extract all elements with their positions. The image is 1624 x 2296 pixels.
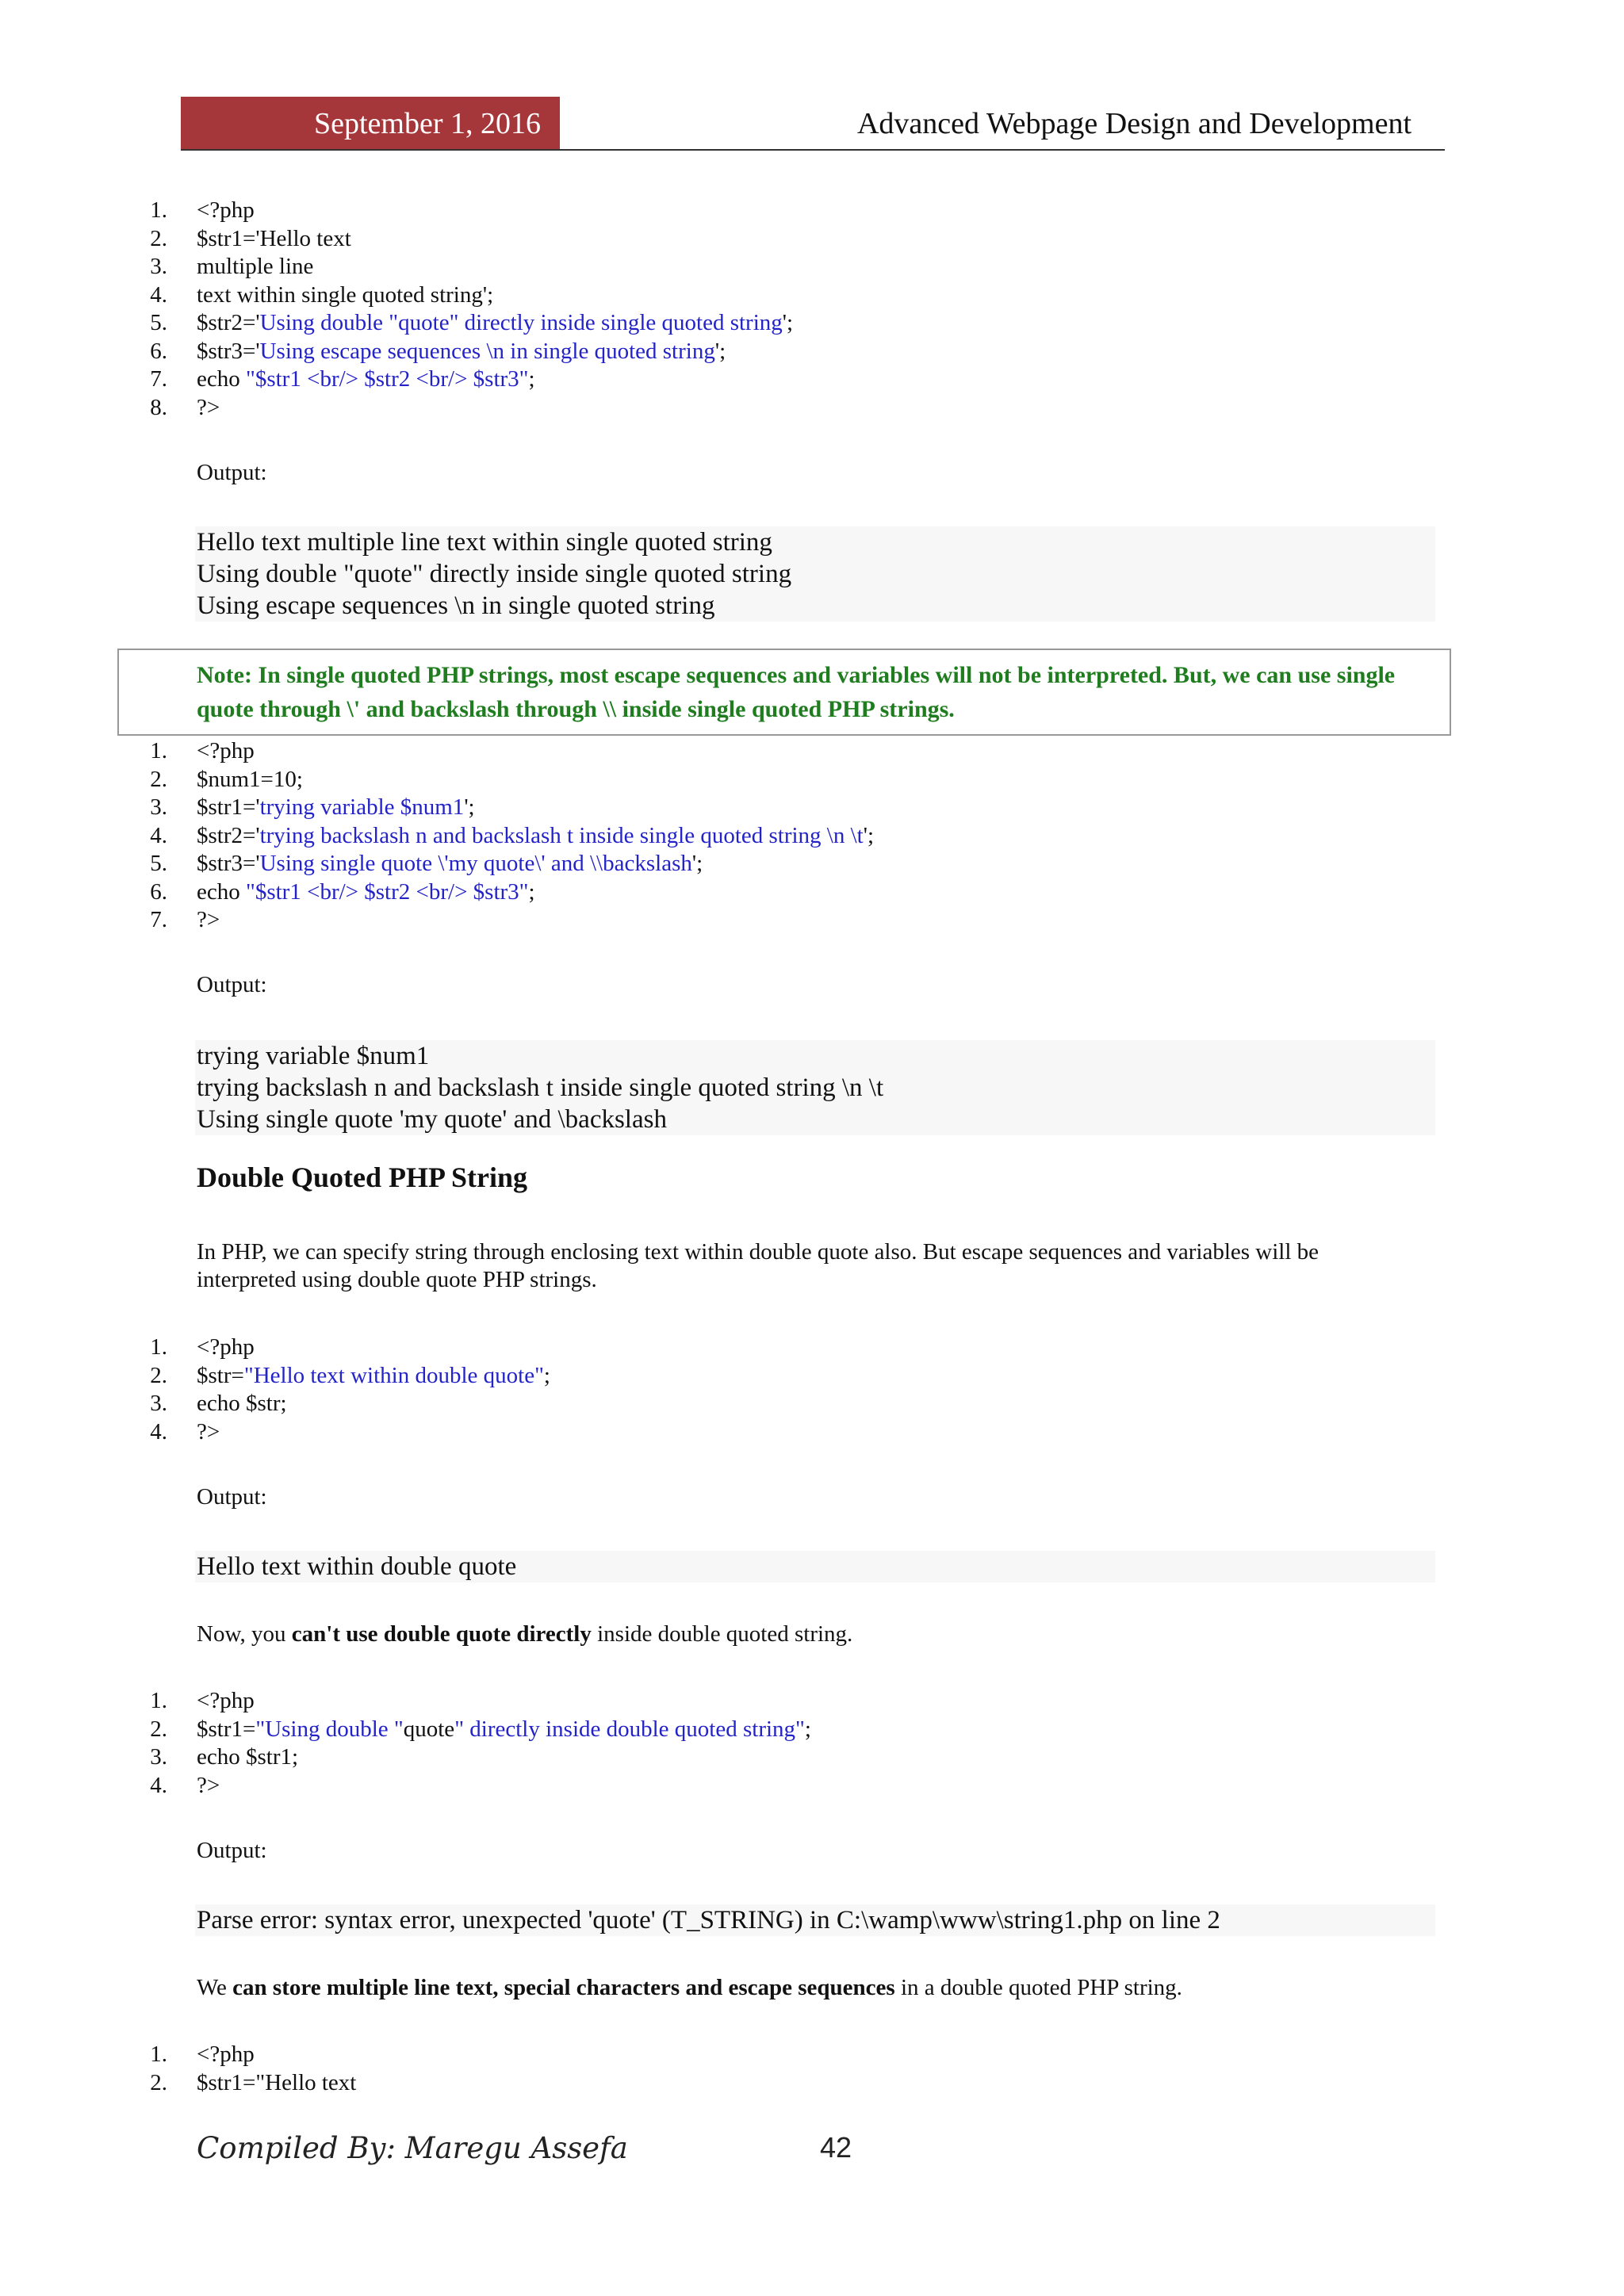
- line-number: 5.: [150, 310, 167, 335]
- code-text: [197, 878, 535, 907]
- string-literal: Using double "quote" directly inside single quoted string: [259, 310, 783, 335]
- code-text: [197, 281, 493, 310]
- code-text: [197, 1334, 255, 1362]
- code-token: ';: [782, 310, 794, 335]
- output-line: trying backslash n and backslash t inside single quoted string \n \t: [197, 1073, 884, 1102]
- code-text: [197, 822, 874, 851]
- code-token: <?php: [197, 197, 255, 223]
- bold-text: can't use double quote directly: [291, 1621, 592, 1647]
- code-token: <?php: [197, 1688, 255, 1713]
- section-heading: Double Quoted PHP String: [197, 1161, 528, 1193]
- code-token: ;: [528, 878, 535, 905]
- code-text: [197, 737, 255, 766]
- note-text: Note: In single quoted PHP strings, most escape sequences and variables will not be interpreted. But, we can use single quote through \' and backslash through \\ inside single quoted PHP strings.: [197, 662, 1396, 722]
- code-token: ';: [691, 851, 703, 876]
- line-number: 4.: [150, 281, 167, 308]
- code-text: [197, 2041, 255, 2069]
- output-line: Using escape sequences \n in single quoted string: [197, 591, 715, 620]
- header-date-banner: [181, 97, 560, 151]
- string-literal: trying backslash n and backslash t inside single quoted string \n \t: [259, 822, 864, 848]
- output-label-3: Output:: [197, 1484, 267, 1510]
- code-token: echo $str;: [197, 1391, 287, 1416]
- code-text: [197, 1772, 220, 1800]
- code-token: $str2=': [197, 310, 260, 335]
- footer-page-number: 42: [820, 2131, 852, 2164]
- text-span: inside double quoted string.: [591, 1621, 853, 1647]
- code-text: [197, 850, 703, 878]
- code-text: [197, 365, 535, 394]
- code-token: $str1=': [197, 794, 260, 820]
- code-text: [197, 338, 726, 366]
- code-text: [197, 197, 255, 225]
- code-text: [197, 1687, 255, 1716]
- output-label-4: Output:: [197, 1838, 267, 1863]
- line-number: 3.: [150, 254, 167, 279]
- code-token: echo: [197, 878, 246, 905]
- code-text: [197, 2069, 356, 2098]
- string-literal: Using single quote \'my quote\' and \\backslash: [259, 851, 692, 876]
- code-text: [197, 1716, 811, 1744]
- string-literal: "Hello text within double quote": [243, 1362, 544, 1388]
- text-span: in a double quoted PHP string.: [894, 1975, 1182, 2000]
- line-number: 3.: [150, 1391, 167, 1416]
- code-text: [197, 1362, 550, 1391]
- output-line: Hello text multiple line text within single quoted string: [197, 528, 772, 557]
- line-number: 6.: [150, 878, 167, 905]
- code-token: echo: [197, 366, 246, 392]
- code-token: <?php: [197, 2042, 255, 2067]
- line-number: 7.: [150, 366, 167, 392]
- code-token: ?>: [197, 394, 220, 420]
- line-number: 1.: [150, 1334, 167, 1360]
- code-token: ;: [804, 1716, 811, 1742]
- line-number: 8.: [150, 394, 167, 420]
- line-number: 1.: [150, 197, 167, 223]
- footer-compiled-by: Compiled By: Maregu Assefa: [197, 2131, 628, 2165]
- line-number: 5.: [150, 851, 167, 876]
- header-date: September 1, 2016: [313, 107, 541, 140]
- string-literal: "$str1 <br/> $str2 <br/> $str3": [246, 366, 529, 392]
- paragraph-double-quote-warning: [197, 1621, 1418, 1648]
- output-box-1: [195, 526, 1435, 622]
- code-token: text within single quoted string';: [197, 281, 494, 308]
- line-number: 1.: [150, 2042, 167, 2067]
- code-token: $str=: [197, 1362, 244, 1388]
- output-box-2: [195, 1040, 1435, 1135]
- code-token: <?php: [197, 738, 255, 763]
- line-number: 4.: [150, 1418, 167, 1445]
- paragraph-intro: In PHP, we can specify string through enclosing text within double quote also. But escape sequences and variables will be interpreted using double quote PHP strings.: [197, 1239, 1320, 1292]
- string-literal: Using escape sequences \n in single quoted string: [259, 338, 715, 364]
- code-text: [197, 766, 303, 794]
- output-line: Using single quote 'my quote' and \backslash: [197, 1105, 667, 1134]
- output-line: trying variable $num1: [197, 1042, 430, 1070]
- line-number: 2.: [150, 766, 167, 792]
- output-label-1: Output:: [197, 460, 267, 485]
- text-span: Now, you: [197, 1621, 292, 1647]
- output-line: Hello text within double quote: [197, 1552, 517, 1581]
- output-line: Using double "quote" directly inside single quoted string: [197, 560, 792, 588]
- code-token: ?>: [197, 907, 220, 932]
- code-token: $str1="Hello text: [197, 2069, 357, 2095]
- header-rule: [181, 149, 1445, 151]
- code-token: ?>: [197, 1772, 220, 1798]
- line-number: 6.: [150, 338, 167, 364]
- line-number: 2.: [150, 1716, 167, 1742]
- line-number: 1.: [150, 738, 167, 763]
- string-literal: "Using double ": [255, 1716, 404, 1742]
- code-token: ;: [543, 1362, 550, 1388]
- code-text: [197, 1743, 298, 1772]
- code-token: $str2=': [197, 822, 260, 848]
- code-token: ';: [714, 338, 726, 364]
- line-number: 3.: [150, 1744, 167, 1770]
- code-text: [197, 906, 220, 935]
- code-text: [197, 1418, 220, 1447]
- code-text: [197, 794, 475, 822]
- code-token: echo $str1;: [197, 1744, 299, 1770]
- code-token: $num1=10;: [197, 766, 303, 792]
- line-number: 2.: [150, 2069, 167, 2095]
- code-token: $str1='Hello text: [197, 225, 351, 251]
- code-token: multiple line: [197, 254, 314, 279]
- string-literal: "$str1 <br/> $str2 <br/> $str3": [246, 878, 529, 905]
- code-text: [197, 225, 351, 254]
- output-box-4: [195, 1904, 1435, 1936]
- code-token: $str3=': [197, 851, 260, 876]
- code-token: <?php: [197, 1334, 255, 1360]
- output-label-2: Output:: [197, 972, 267, 997]
- header-title: Advanced Webpage Design and Development: [856, 107, 1411, 140]
- code-text: [197, 394, 220, 423]
- code-token: ;: [528, 366, 535, 392]
- line-number: 1.: [150, 1688, 167, 1713]
- line-number: 2.: [150, 225, 167, 251]
- string-literal: " directly inside double quoted string": [454, 1716, 805, 1742]
- code-token: $str3=': [197, 338, 260, 364]
- code-text: [197, 309, 793, 338]
- output-line: Parse error: syntax error, unexpected 'quote' (T_STRING) in C:\wamp\www\string1.php on line 2: [197, 1906, 1220, 1934]
- code-token: $str1=: [197, 1716, 256, 1742]
- text-span: We: [197, 1975, 233, 2000]
- code-token: quote: [403, 1716, 455, 1742]
- code-text: [197, 253, 313, 281]
- paragraph-multiline: [197, 1974, 1418, 2002]
- code-token: ?>: [197, 1418, 220, 1445]
- output-box-3: [195, 1551, 1435, 1582]
- string-literal: trying variable $num1: [259, 794, 465, 820]
- line-number: 4.: [150, 1772, 167, 1798]
- line-number: 3.: [150, 794, 167, 820]
- code-token: ';: [464, 794, 475, 820]
- line-number: 4.: [150, 822, 167, 848]
- line-number: 7.: [150, 907, 167, 932]
- bold-text: can store multiple line text, special characters and escape sequences: [232, 1975, 895, 2000]
- line-number: 2.: [150, 1362, 167, 1388]
- code-token: ';: [863, 822, 875, 848]
- code-text: [197, 1390, 287, 1418]
